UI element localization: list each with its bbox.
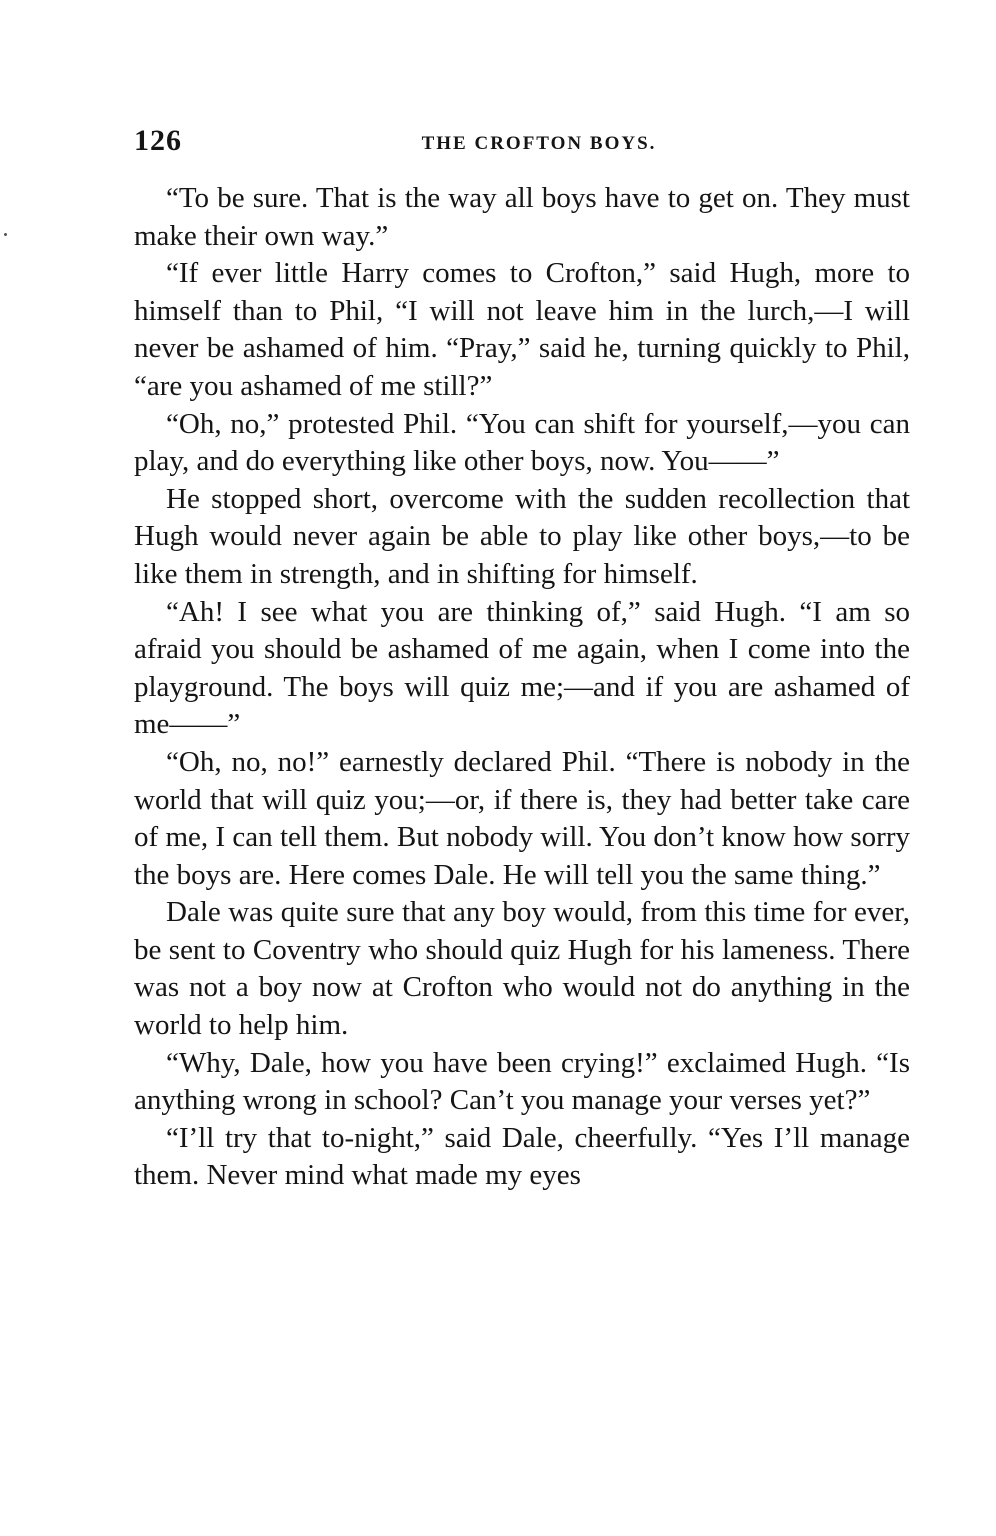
ink-speck — [4, 233, 7, 236]
paragraph: “Why, Dale, how you have been crying!” exclaimed Hugh. “Is anything wrong in school? Can’t you manage your verses yet?” — [134, 1046, 910, 1117]
paragraph: Dale was quite sure that any boy would, from this time for ever, be sent to Coventry who should quiz Hugh for his lameness. There was not a boy now at Crofton who would not do anything in the world to help him. — [134, 896, 910, 1042]
paragraph: He stopped short, overcome with the sudden recollection that Hugh would never again be able to play like other boys,—to be like them in strength, and in shifting for himself. — [134, 482, 910, 590]
paragraph: “To be sure. That is the way all boys have to get on. They must make their own way.” — [134, 182, 910, 252]
page-header — [134, 124, 910, 164]
paragraph: “Oh, no, no!” earnestly declared Phil. “There is nobody in the world that will quiz you;—or, if there is, they had better take care of me, I can tell them. But nobody will. You don’t know how sorry the boys are. Here comes Dale. He will tell you the same thing.” — [134, 745, 910, 891]
paragraph: “Ah! I see what you are thinking of,” said Hugh. “I am so afraid you should be ashamed of me again, when I come into the playground. The boys will quiz me;—and if you are ashamed of me——” — [134, 595, 910, 741]
running-title: THE CROFTON BOYS. — [421, 133, 657, 154]
page-body — [134, 180, 910, 1195]
paragraph: “Oh, no,” protested Phil. “You can shift for yourself,—you can play, and do everything like other boys, now. You——” — [134, 407, 910, 478]
paragraph: “I’ll try that to-night,” said Dale, cheerfully. “Yes I’ll manage them. Never mind what made my eyes — [134, 1121, 910, 1192]
page-number: 126 — [134, 124, 182, 157]
paragraph: “If ever little Harry comes to Crofton,” said Hugh, more to himself than to Phil, “I will not leave him in the lurch,—I will never be ashamed of him. “Pray,” said he, turning quickly to Phil, “are you ashamed of me still?” — [134, 257, 910, 402]
